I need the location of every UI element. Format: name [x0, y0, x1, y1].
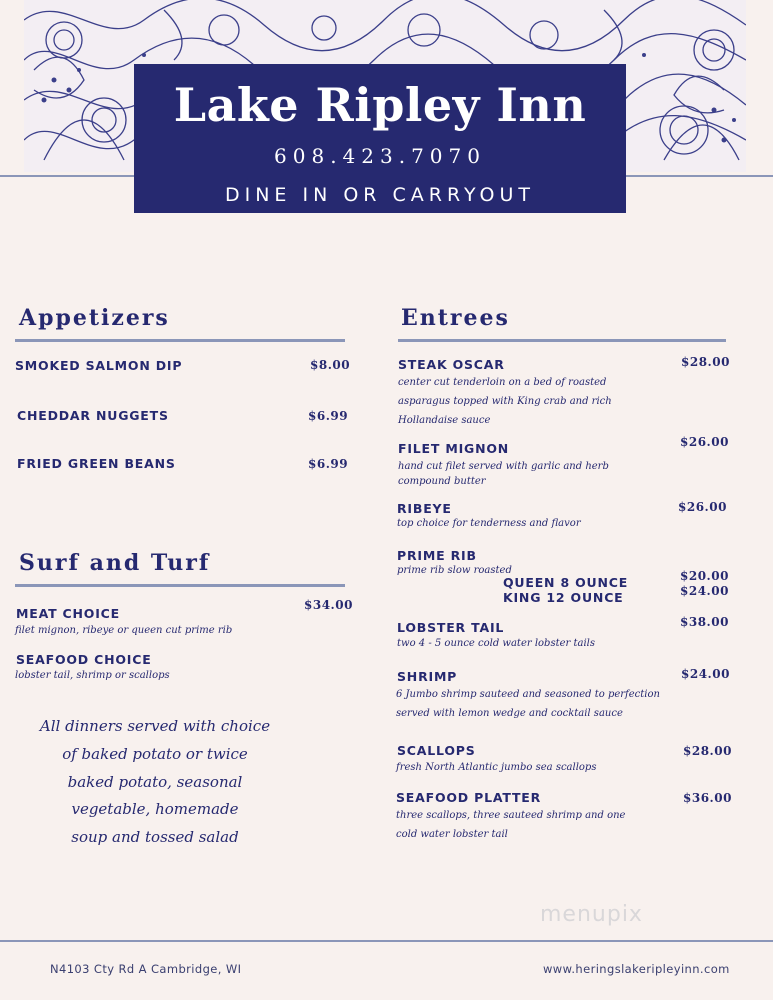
description-line: three scallops, three sauteed shrimp and one: [396, 810, 626, 821]
menu-item-name: LOBSTER TAIL: [397, 620, 505, 635]
menu-item-price: $6.99: [308, 409, 349, 423]
address: N4103 Cty Rd A Cambridge, WI: [50, 962, 242, 976]
description-line: top choice for tenderness and flavor: [397, 518, 581, 529]
entrees-heading: Entrees: [401, 305, 510, 331]
watermark-logo: menupix: [540, 902, 643, 927]
menu-item-name: SHRIMP: [397, 669, 458, 684]
description-line: Hollandaise sauce: [398, 415, 491, 426]
menu-item-price: $24.00: [681, 667, 730, 681]
prime-rib-option-name: QUEEN 8 OUNCE: [503, 575, 629, 590]
description-line: prime rib slow roasted: [397, 565, 512, 576]
description-line: served with lemon wedge and cocktail sauce: [396, 708, 623, 719]
description-line: two 4 - 5 ounce cold water lobster tails: [397, 638, 595, 649]
website-link[interactable]: www.heringslakeripleyinn.com: [543, 962, 730, 976]
surf-turf-heading: Surf and Turf: [19, 550, 211, 576]
description-line: cold water lobster tail: [396, 829, 508, 840]
surf-turf-rule: [15, 584, 345, 587]
note-line: soup and tossed salad: [71, 828, 239, 847]
menu-item-description: lobster tail, shrimp or scallops: [15, 670, 170, 681]
menu-item-name: SEAFOOD CHOICE: [16, 652, 152, 667]
appetizers-rule: [15, 339, 345, 342]
description-line: fresh North Atlantic jumbo sea scallops: [396, 762, 597, 773]
prime-rib-option-name: KING 12 OUNCE: [503, 590, 624, 605]
service-tagline: DINE IN OR CARRYOUT: [224, 184, 536, 206]
menu-item-description: filet mignon, ribeye or queen cut prime rib: [15, 625, 233, 636]
menu-item-description: [396, 806, 625, 844]
menu-item-price: $28.00: [683, 744, 732, 758]
menu-item-name: RIBEYE: [397, 501, 452, 516]
menu-item-price: $26.00: [678, 500, 727, 514]
title-block: [134, 64, 626, 213]
description-line: hand cut filet served with garlic and herb: [398, 461, 609, 472]
menu-item-name: STEAK OSCAR: [398, 357, 505, 372]
menu-item-name: CHEDDAR NUGGETS: [17, 408, 169, 423]
description-line: asparagus topped with King crab and rich: [398, 396, 612, 407]
menu-item-price: $38.00: [680, 615, 729, 629]
menu-item-price: $28.00: [681, 355, 730, 369]
surf-turf-price: $34.00: [304, 598, 353, 612]
footer-rule: [0, 940, 773, 942]
entrees-rule: [398, 339, 726, 342]
menu-item-name: SMOKED SALMON DIP: [15, 358, 183, 373]
menu-item-description: [398, 373, 612, 430]
menu-item-description: [396, 760, 596, 775]
menu-item-description: [397, 636, 595, 651]
menu-item-description: [397, 563, 512, 578]
description-line: center cut tenderloin on a bed of roasted: [398, 377, 607, 388]
description-line: 6 Jumbo shrimp sauteed and seasoned to perfection: [396, 689, 660, 700]
dinner-note: [30, 713, 280, 852]
menu-item-price: $8.00: [310, 358, 351, 372]
prime-rib-option-price: $20.00: [680, 569, 729, 583]
menu-item-description: [396, 685, 660, 723]
menu-item-name: FRIED GREEN BEANS: [17, 456, 176, 471]
description-line: compound butter: [398, 476, 486, 487]
menu-item-description: [397, 516, 581, 531]
note-line: All dinners served with choice: [39, 717, 271, 735]
note-line: vegetable, homemade: [71, 800, 239, 819]
menu-item-price: $6.99: [308, 457, 349, 471]
note-line: of baked potato or twice: [62, 744, 248, 763]
menu-item-price: $36.00: [683, 791, 732, 805]
menu-item-name: PRIME RIB: [397, 548, 477, 563]
menu-item-price: $26.00: [680, 435, 729, 449]
prime-rib-option-price: $24.00: [680, 584, 729, 598]
note-line: baked potato, seasonal: [67, 772, 243, 791]
menu-item-name: SEAFOOD PLATTER: [396, 790, 542, 805]
menu-item-name: FILET MIGNON: [398, 441, 510, 456]
restaurant-name: Lake Ripley Inn: [173, 78, 587, 132]
menu-item-name: MEAT CHOICE: [16, 606, 120, 621]
menu-item-description: [398, 459, 609, 489]
appetizers-heading: Appetizers: [19, 305, 170, 331]
phone-number[interactable]: 608.423.7070: [274, 144, 486, 168]
menu-item-name: SCALLOPS: [397, 743, 476, 758]
